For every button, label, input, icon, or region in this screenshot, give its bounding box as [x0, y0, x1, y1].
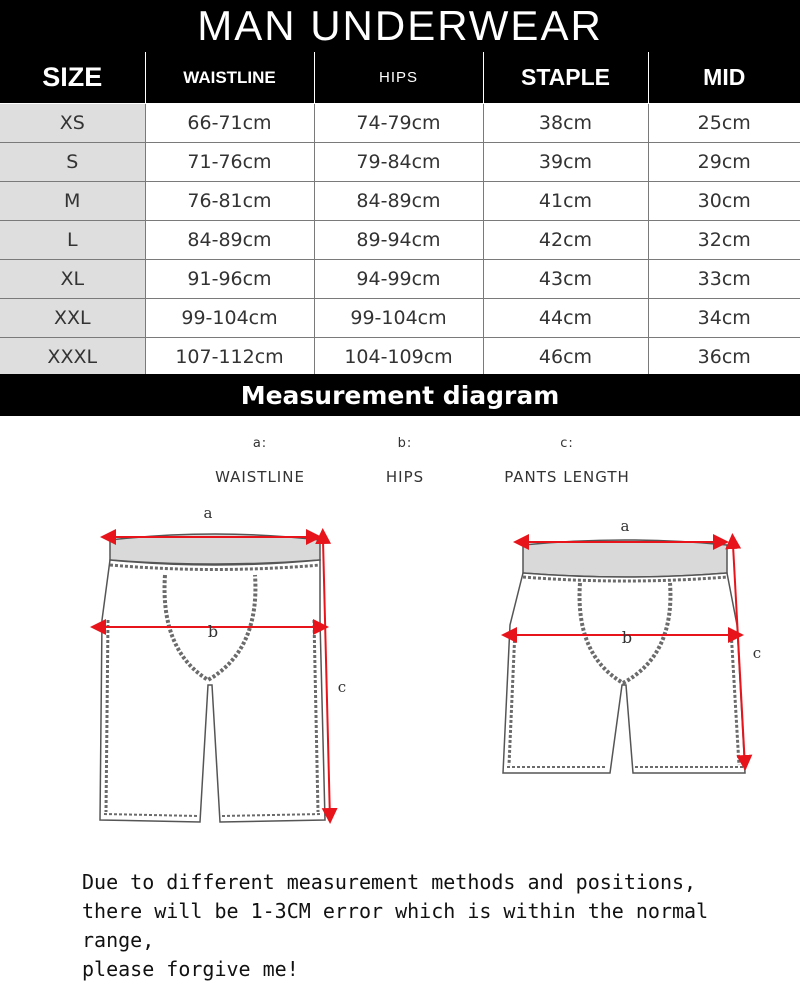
cell-staple: 43cm — [483, 260, 648, 299]
long-boxer-outline — [100, 534, 325, 822]
cell-staple: 42cm — [483, 221, 648, 260]
cell-size: M — [0, 182, 145, 221]
table-row — [0, 338, 800, 377]
cell-staple: 44cm — [483, 299, 648, 338]
long-mark-b: b — [207, 622, 219, 641]
table-row — [0, 143, 800, 182]
cell-waistline: 71-76cm — [145, 143, 314, 182]
short-mark-b: b — [621, 628, 633, 647]
cell-mid: 30cm — [648, 182, 800, 221]
cell-staple: 39cm — [483, 143, 648, 182]
legend-key-a: a: — [252, 436, 268, 451]
cell-mid: 33cm — [648, 260, 800, 299]
legend-key-b: b: — [397, 436, 413, 451]
table-row — [0, 221, 800, 260]
header-hips: HIPS — [314, 52, 483, 104]
cell-waistline: 66-71cm — [145, 104, 314, 143]
cell-hips: 79-84cm — [314, 143, 483, 182]
note-line-3: please forgive me! — [82, 957, 299, 981]
cell-staple: 38cm — [483, 104, 648, 143]
cell-size: XXL — [0, 299, 145, 338]
cell-waistline: 107-112cm — [145, 338, 314, 377]
size-table-header-row — [0, 52, 800, 104]
cell-hips: 89-94cm — [314, 221, 483, 260]
table-row — [0, 104, 800, 143]
cell-hips: 104-109cm — [314, 338, 483, 377]
cell-size: XS — [0, 104, 145, 143]
measurement-note — [82, 868, 782, 984]
cell-hips: 94-99cm — [314, 260, 483, 299]
cell-waistline: 84-89cm — [145, 221, 314, 260]
legend-pants-length — [497, 436, 637, 486]
legend-hips — [375, 436, 435, 486]
cell-hips: 99-104cm — [314, 299, 483, 338]
cell-waistline: 99-104cm — [145, 299, 314, 338]
short-mark-c: c — [752, 644, 762, 662]
short-boxer-diagram — [495, 515, 785, 785]
legend-name-hips: HIPS — [385, 468, 425, 486]
table-row — [0, 260, 800, 299]
cell-hips: 84-89cm — [314, 182, 483, 221]
cell-mid: 36cm — [648, 338, 800, 377]
cell-hips: 74-79cm — [314, 104, 483, 143]
note-line-1: Due to different measurement methods and positions, — [82, 870, 697, 894]
legend-name-waistline: WAISTLINE — [215, 468, 305, 486]
header-mid: MID — [648, 52, 800, 104]
cell-size: S — [0, 143, 145, 182]
cell-mid: 34cm — [648, 299, 800, 338]
header-size: SIZE — [0, 52, 145, 104]
header-waistline: WAISTLINE — [145, 52, 314, 104]
note-line-2: there will be 1-3CM error which is within the normal range, — [82, 899, 709, 952]
cell-size: XL — [0, 260, 145, 299]
header-staple: STAPLE — [483, 52, 648, 104]
cell-waistline: 76-81cm — [145, 182, 314, 221]
table-row — [0, 299, 800, 338]
long-boxer-diagram — [80, 500, 360, 840]
cell-mid: 29cm — [648, 143, 800, 182]
legend-key-c: c: — [560, 436, 574, 451]
cell-size: L — [0, 221, 145, 260]
table-row — [0, 182, 800, 221]
page-title: MAN UNDERWEAR — [0, 0, 800, 52]
diagram-heading: Measurement diagram — [0, 374, 800, 416]
cell-staple: 41cm — [483, 182, 648, 221]
short-boxer-outline — [503, 540, 745, 773]
legend-waistline — [215, 436, 305, 486]
cell-staple: 46cm — [483, 338, 648, 377]
cell-mid: 25cm — [648, 104, 800, 143]
short-mark-a: a — [620, 517, 630, 535]
legend-name-pants-length: PANTS LENGTH — [504, 468, 630, 486]
size-table — [0, 52, 800, 377]
cell-size: XXXL — [0, 338, 145, 377]
long-mark-a: a — [203, 504, 213, 522]
long-mark-c: c — [337, 678, 347, 696]
cell-mid: 32cm — [648, 221, 800, 260]
cell-waistline: 91-96cm — [145, 260, 314, 299]
